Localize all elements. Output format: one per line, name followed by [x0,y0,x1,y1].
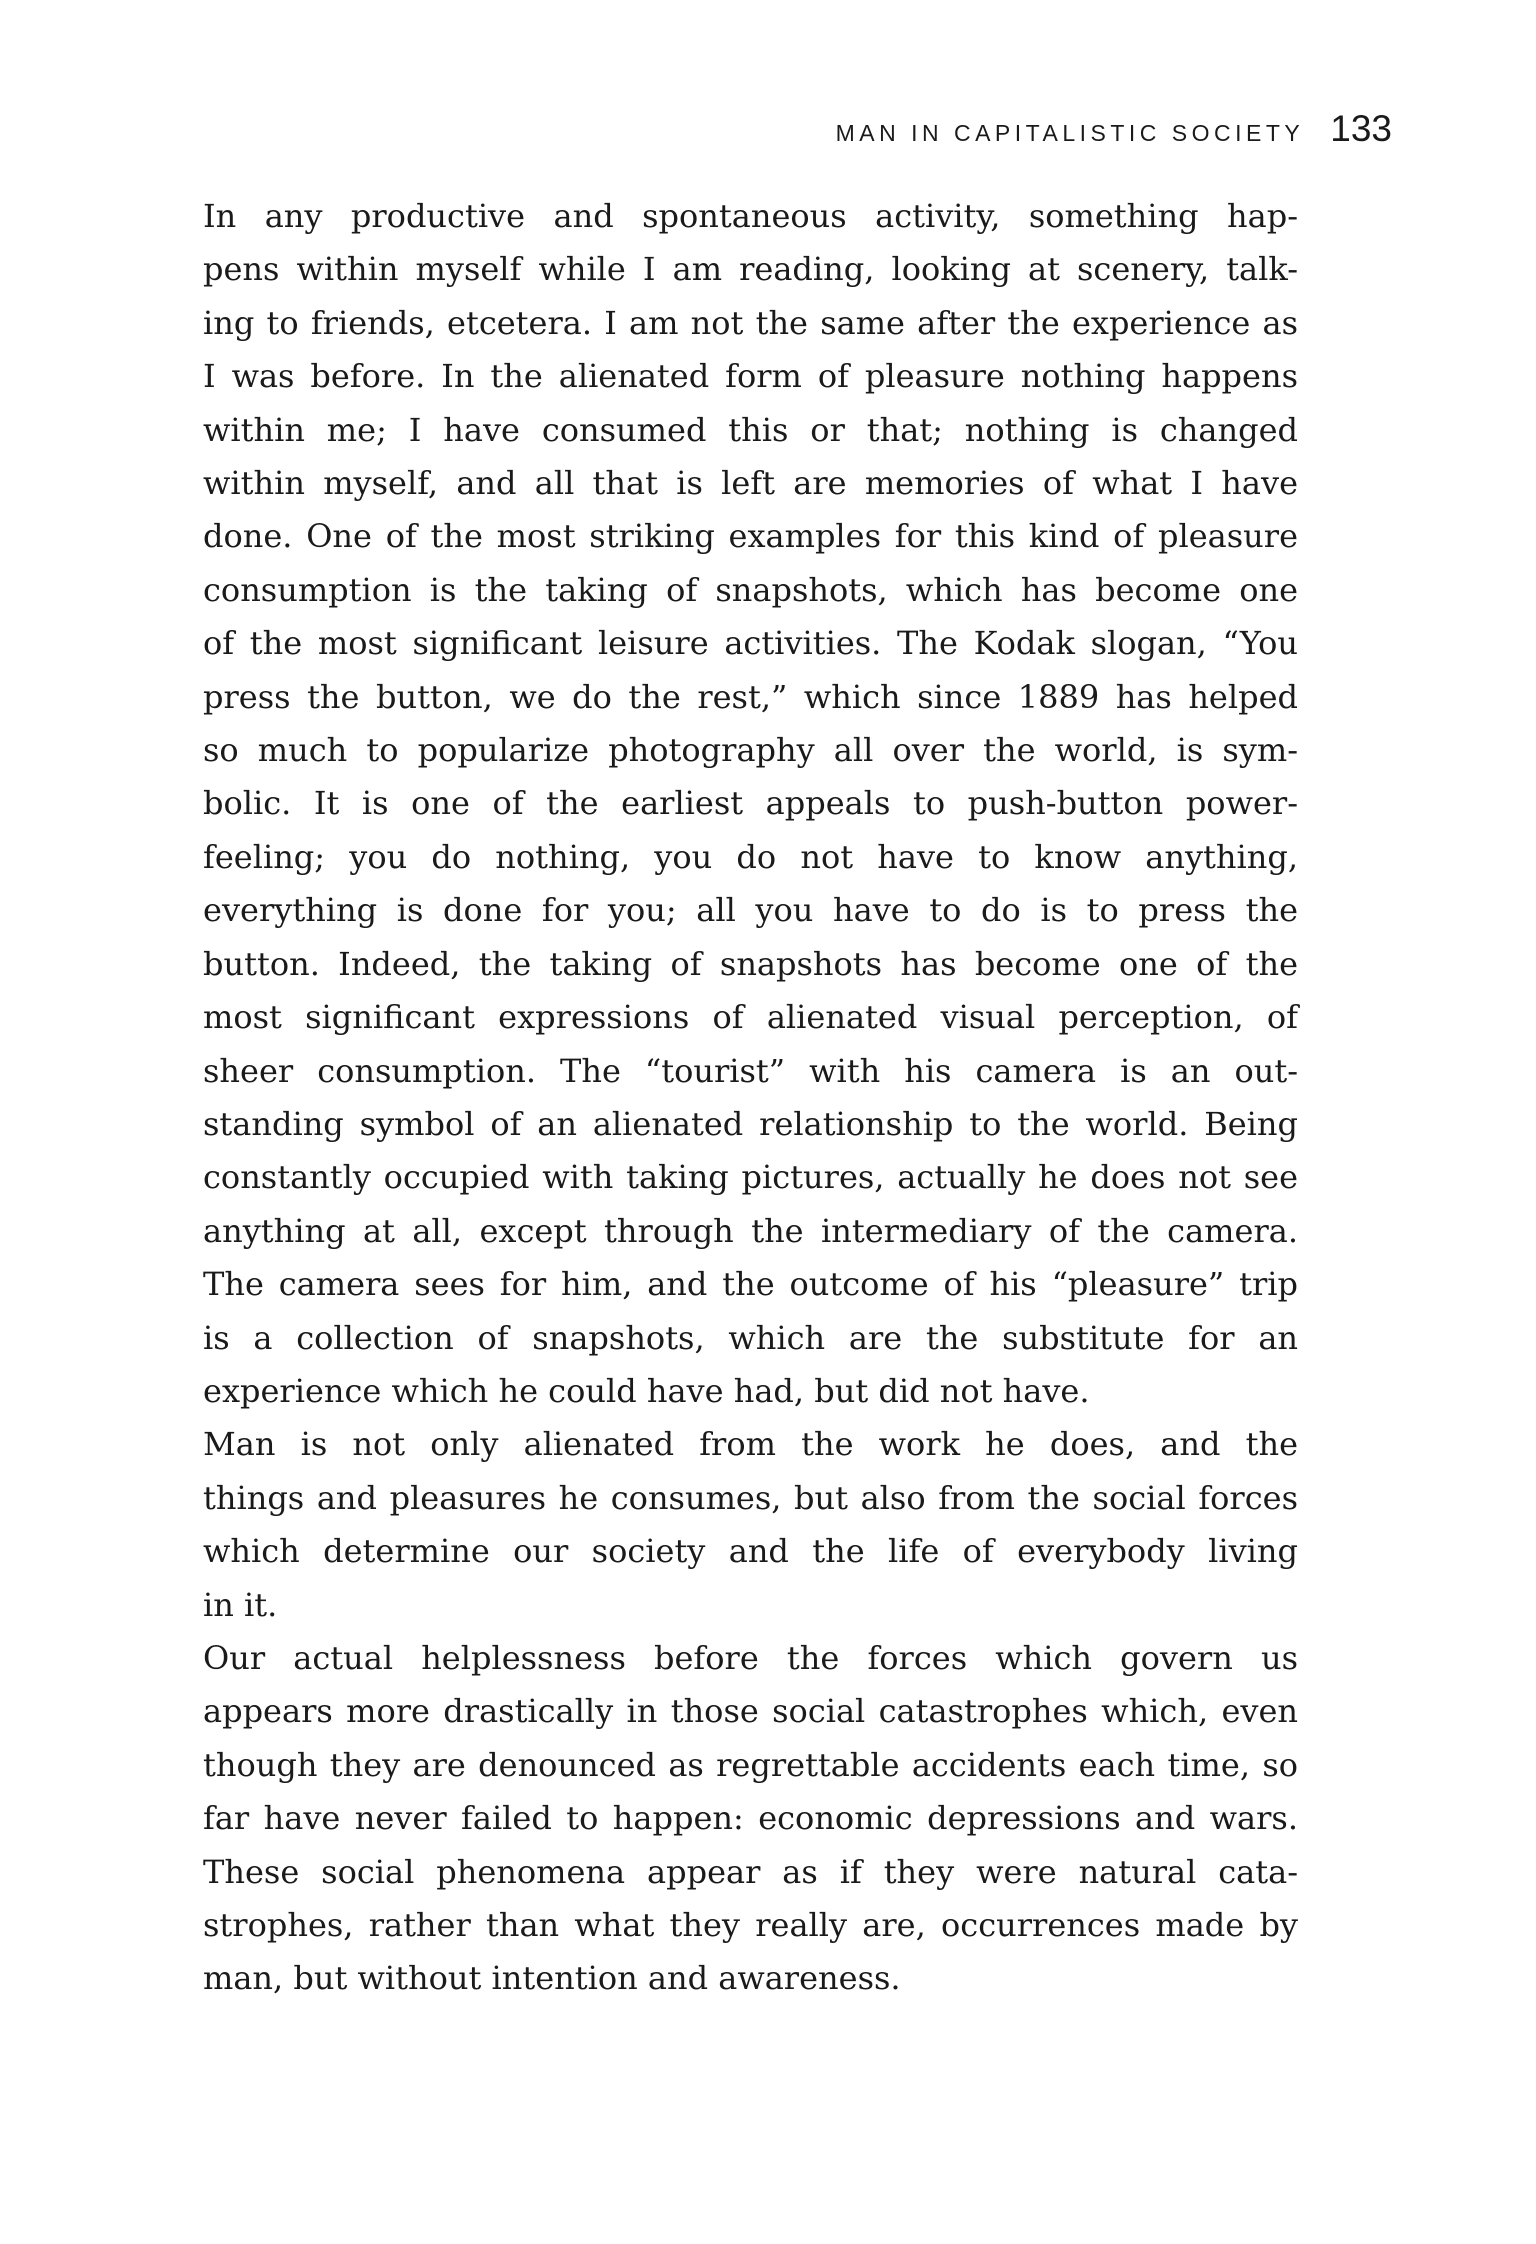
text-line: far have never failed to happen: economic depressions and wars. [203,1799,1298,1838]
text-line: done. One of the most striking examples for this kind of pleasure [203,517,1298,556]
text-line: feeling; you do nothing, you do not have to know anything, [203,837,1298,876]
running-head [836,108,1392,150]
text-line: consumption is the taking of snapshots, which has become one [203,570,1298,609]
text-line: press the button, we do the rest,” which since 1889 has helped [203,677,1298,716]
text-line: constantly occupied with taking pictures, actually he does not see [203,1158,1298,1197]
text-line: ing to friends, etcetera. I am not the same after the experience as [203,303,1298,342]
text-line: standing symbol of an alienated relationship to the world. Being [203,1104,1298,1143]
text-line: bolic. It is one of the earliest appeals to push-button power- [203,784,1298,823]
paragraph [155,1418,1298,1632]
text-line: of the most significant leisure activities. The Kodak slogan, “You [203,624,1298,663]
text-line: so much to popularize photography all over the world, is sym- [203,731,1298,770]
text-line: In any productive and spontaneous activity, something hap- [203,197,1298,235]
text-line: Our actual helplessness before the forces which govern us [203,1638,1298,1677]
text-line: sheer consumption. The “tourist” with his camera is an out- [203,1051,1298,1090]
text-line: The camera sees for him, and the outcome of his “pleasure” trip [203,1265,1298,1304]
text-line: pens within myself while I am reading, looking at scenery, talk- [203,250,1298,289]
text-line: is a collection of snapshots, which are the substitute for an [203,1318,1298,1357]
text-line: man, but without intention and awareness. [203,1959,901,1998]
text-line: anything at all, except through the intermediary of the camera. [203,1211,1298,1250]
text-line: appears more drastically in those social catastrophes which, even [203,1692,1298,1731]
text-line: within myself, and all that is left are memories of what I have [203,464,1298,503]
text-line: most significant expressions of alienated visual perception, of [203,998,1298,1037]
text-line: experience which he could have had, but did not have. [203,1371,1090,1410]
text-line: within me; I have consumed this or that; nothing is changed [203,410,1298,449]
text-line: strophes, rather than what they really are, occurrences made by [203,1906,1298,1944]
text-line: I was before. In the alienated form of pleasure nothing happens [203,357,1298,396]
text-line: These social phenomena appear as if they were natural cata- [203,1852,1298,1891]
text-line: though they are denounced as regrettable accidents each time, so [203,1745,1298,1784]
body-text [155,190,1298,2006]
paragraph [155,1632,1298,2006]
page-number: 133 [1330,108,1392,149]
text-line: Man is not only alienated from the work he does, and the [203,1425,1298,1464]
text-line: things and pleasures he consumes, but also from the social forces [203,1478,1298,1517]
text-line: which determine our society and the life of everybody living [203,1532,1298,1571]
text-line: everything is done for you; all you have to do is to press the [203,891,1298,930]
text-line: button. Indeed, the taking of snapshots has become one of the [203,944,1298,983]
running-title: MAN IN CAPITALISTIC SOCIETY [835,120,1305,146]
text-line: in it. [203,1585,278,1624]
paragraph [155,190,1298,1418]
